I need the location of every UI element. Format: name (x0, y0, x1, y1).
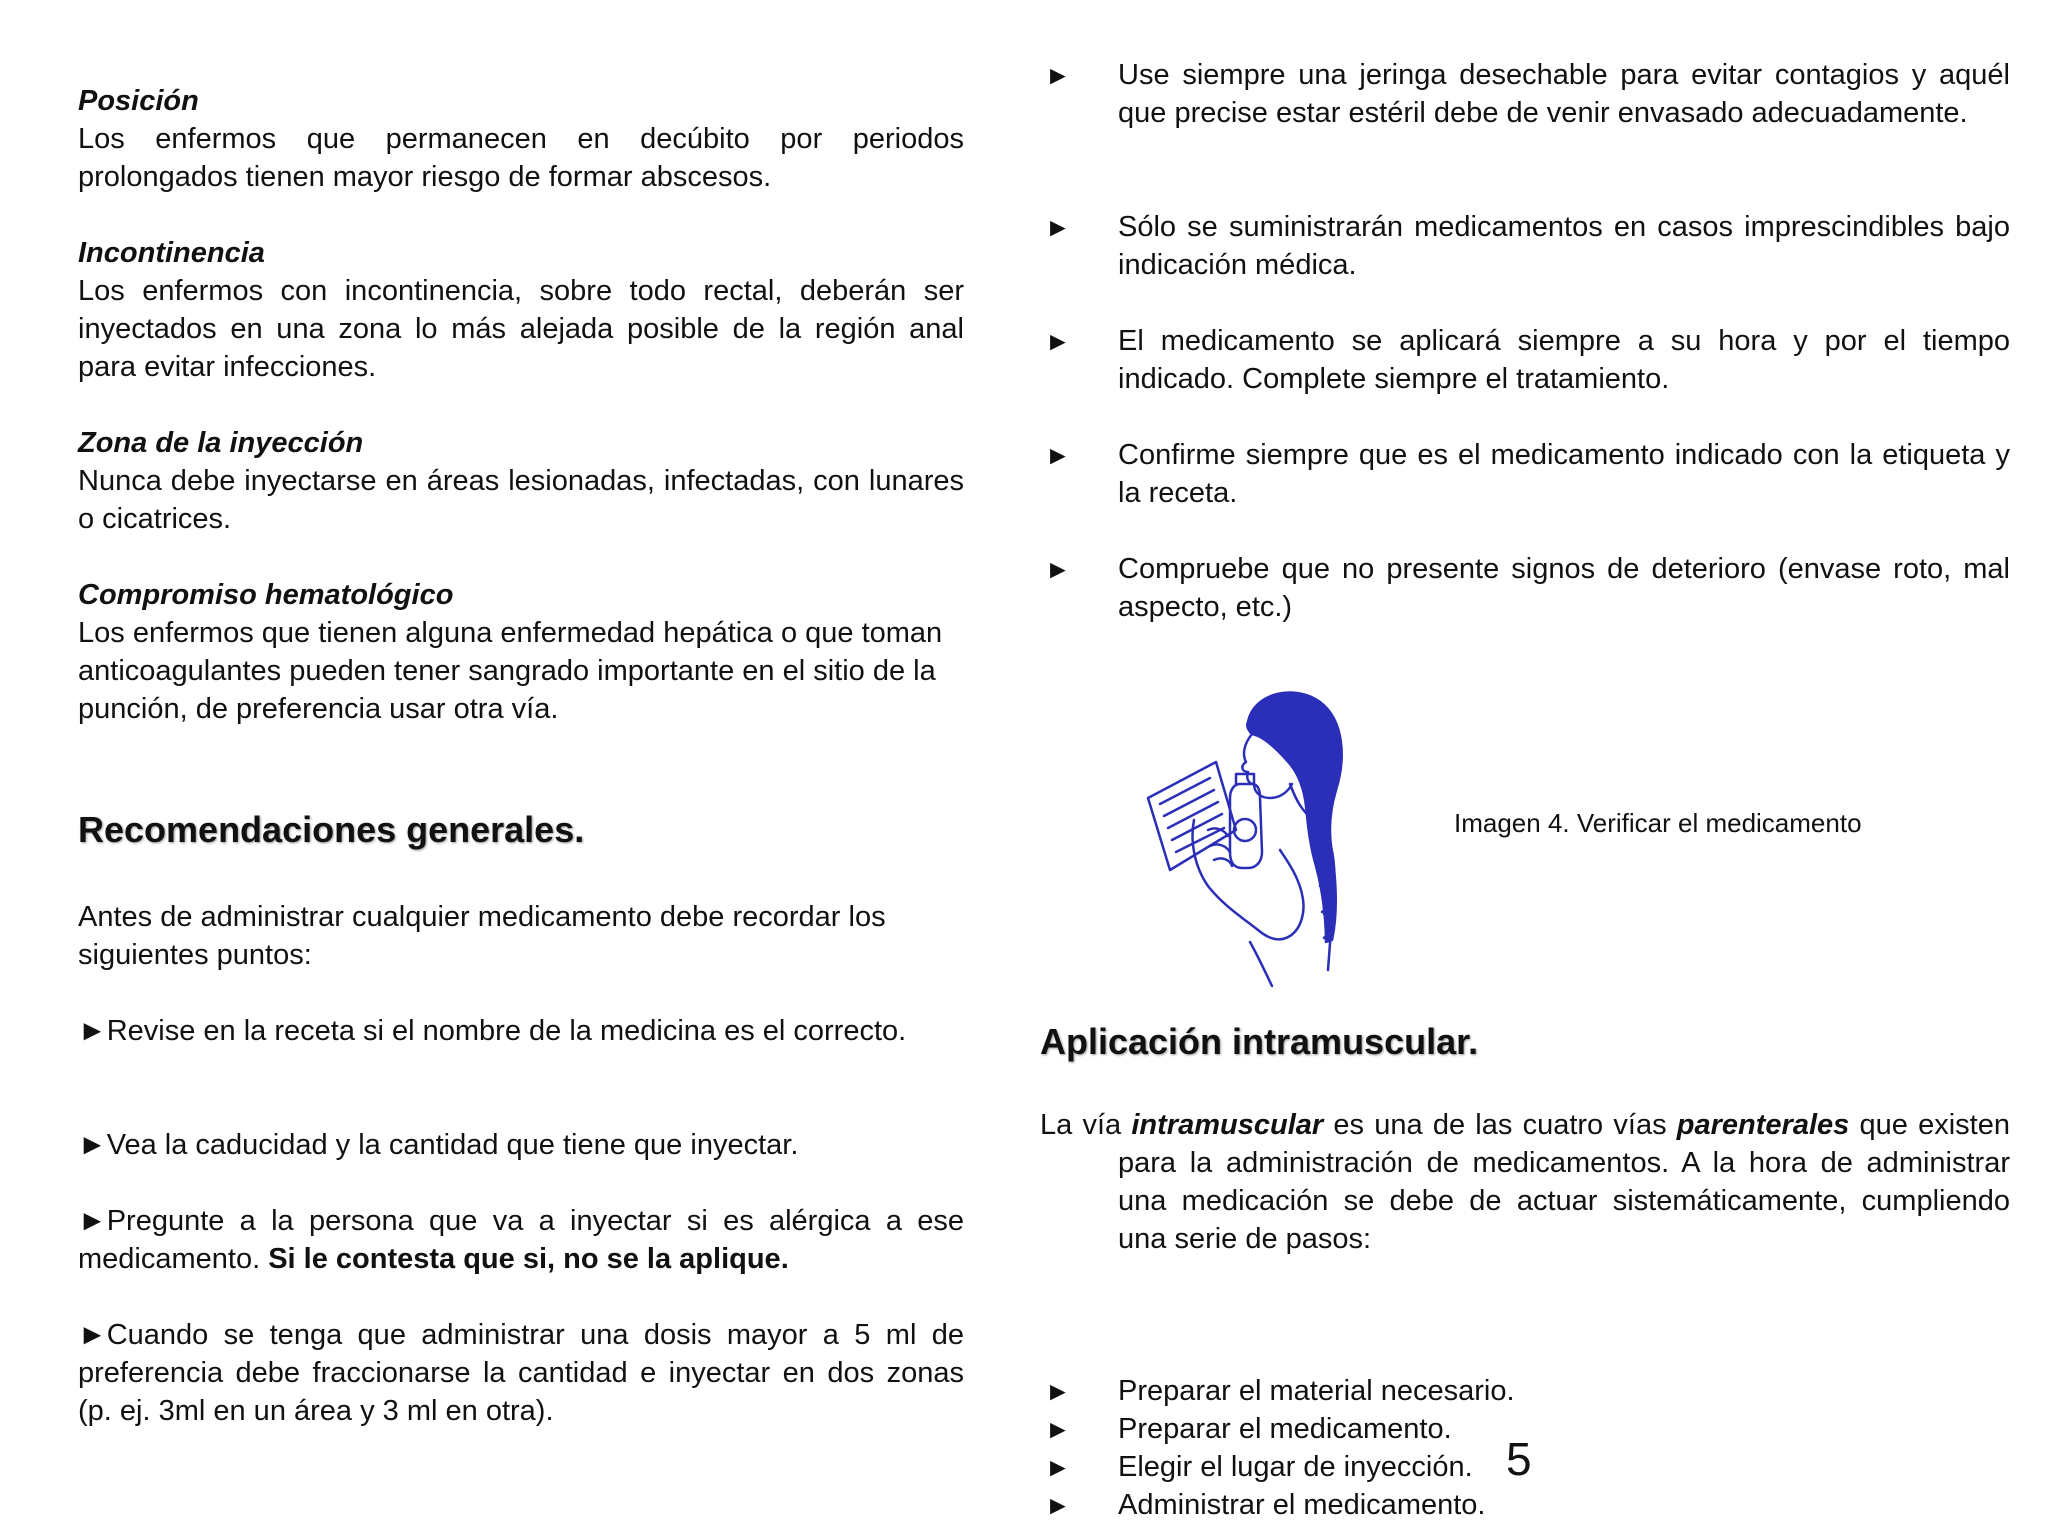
bullet-arrow-icon: ► (78, 1205, 107, 1237)
list-item (1040, 436, 2010, 512)
list-item (1040, 322, 2010, 398)
list-item (78, 1012, 964, 1050)
step-text: Preparar el material necesario. (1118, 1375, 1515, 1407)
bullet-arrow-icon: ► (1045, 1452, 1071, 1482)
bullet-arrow-icon: ► (78, 1319, 107, 1351)
section-incontinencia (78, 234, 964, 386)
section-posicion (78, 82, 964, 196)
text-zona: Nunca debe inyectarse en áreas lesionadas, infectadas, con lunares o cicatrices. (78, 465, 964, 535)
bullet-text: Cuando se tenga que administrar una dosis mayor a 5 ml de preferencia debe fraccionarse la cantidad e inyectar en dos zonas (p. ej. 3ml en un área y 3 ml en otra). (78, 1319, 964, 1427)
step-text: Administrar el medicamento. (1118, 1489, 1486, 1521)
list-item (1040, 1372, 2010, 1410)
figure-caption: Imagen 4. Verificar el medicamento (1454, 808, 1862, 838)
subheading-posicion: Posición (78, 85, 199, 117)
bullet-text: Sólo se suministrarán medicamentos en casos imprescindibles bajo indicación médica. (1118, 211, 2010, 281)
term-intramuscular: intramuscular (1131, 1109, 1324, 1141)
bullet-arrow-icon: ► (1045, 554, 1071, 584)
intramuscular-paragraph (1040, 1106, 2010, 1258)
text-incontinencia: Los enfermos con incontinencia, sobre todo rectal, deberán ser inyectados en una zona lo más alejada posible de la región anal para evitar infecciones. (78, 275, 964, 383)
list-item (78, 1202, 964, 1278)
bullet-text: El medicamento se aplicará siempre a su hora y por el tiempo indicado. Complete siempre el tratamiento. (1118, 325, 2010, 395)
subheading-incontinencia: Incontinencia (78, 237, 265, 269)
bullet-text: Use siempre una jeringa desechable para evitar contagios y aquél que precise estar estéril debe de venir envasado adecuadamente. (1118, 59, 2010, 129)
para-text: es una de las cuatro vías (1323, 1109, 1677, 1141)
lower-arm (1250, 942, 1272, 986)
bullet-arrow-icon: ► (1045, 1414, 1071, 1444)
step-text: Elegir el lugar de inyección. (1118, 1451, 1473, 1483)
recomendaciones-intro (78, 898, 964, 974)
bullet-arrow-icon: ► (1045, 440, 1071, 470)
list-item (1040, 550, 2010, 626)
heading-aplicacion: Aplicación intramuscular. (1040, 1021, 1479, 1062)
bullet-arrow-icon: ► (1045, 1376, 1071, 1406)
text-compromiso: Los enfermos que tienen alguna enfermedad hepática o que toman anticoagulantes pueden tener sangrado importante en el sitio de la punción, de preferencia usar otra vía. (78, 617, 943, 725)
bullet-arrow-icon: ► (1045, 1490, 1071, 1520)
bottle-label (1234, 819, 1256, 841)
subheading-compromiso: Compromiso hematológico (78, 579, 454, 611)
section-compromiso (78, 576, 964, 728)
bullet-arrow-icon: ► (1045, 212, 1071, 242)
subheading-zona: Zona de la inyección (78, 427, 364, 459)
bullet-text: Revise en la receta si el nombre de la medicina es el correcto. (106, 1015, 907, 1047)
bullet-text: Confirme siempre que es el medicamento indicado con la etiqueta y la receta. (1118, 439, 2010, 509)
bullet-bold-warning: Si le contesta que si, no se la aplique. (268, 1243, 789, 1275)
section-zona (78, 424, 964, 538)
heading-recomendaciones: Recomendaciones generales. (78, 809, 585, 850)
para-text: La vía (1040, 1109, 1132, 1141)
list-item (1040, 1486, 2010, 1524)
step-text: Preparar el medicamento. (1118, 1413, 1452, 1445)
text-posicion: Los enfermos que permanecen en decúbito por periodos prolongados tienen mayor riesgo de formar abscesos. (78, 123, 964, 193)
list-item (1040, 208, 2010, 284)
bullet-arrow-icon: ► (78, 1015, 107, 1047)
list-item (78, 1316, 964, 1430)
bullet-arrow-icon: ► (1045, 326, 1071, 356)
para-text: que existen para la administración de medicamentos. A la hora de administrar una medicación se debe de actuar sistemáticamente, cumpliendo una serie de pasos: (1118, 1109, 2010, 1255)
bullet-text: Compruebe que no presente signos de deterioro (envase roto, mal aspecto, etc.) (1118, 553, 2010, 623)
arm-outline (1193, 820, 1304, 939)
intro-text: Antes de administrar cualquier medicamento debe recordar los siguientes puntos: (78, 901, 886, 971)
bullet-text: Vea la caducidad y la cantidad que tiene que inyectar. (106, 1129, 799, 1161)
woman-reading-label-illustration (1130, 680, 1360, 990)
bullet-arrow-icon: ► (78, 1129, 107, 1161)
term-parenterales: parenterales (1676, 1109, 1850, 1141)
list-item (1040, 56, 2010, 132)
bullet-text: Pregunte a la persona que va a inyectar si es alérgica a ese medicamento. (78, 1205, 964, 1275)
bullet-arrow-icon: ► (1045, 60, 1071, 90)
list-item (78, 1126, 964, 1164)
page-number: 5 (1506, 1433, 1532, 1485)
